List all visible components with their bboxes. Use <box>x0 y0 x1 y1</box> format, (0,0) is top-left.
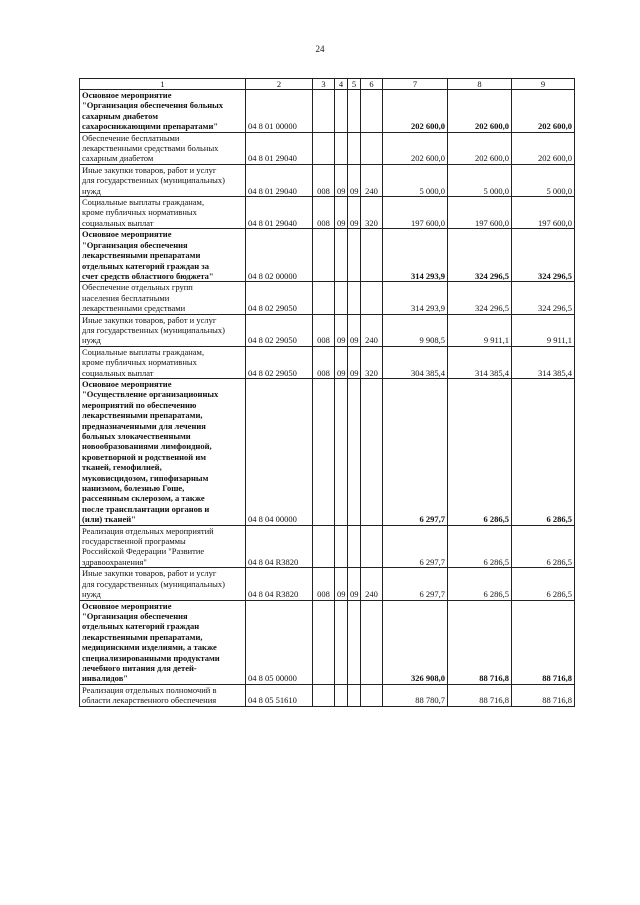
table-row <box>80 684 575 706</box>
item-name-line: кроме публичных нормативных <box>82 207 197 218</box>
subsection-cell: 09 <box>348 346 361 378</box>
item-name-line: лекарственными средствами больных <box>82 143 219 154</box>
subsection-cell <box>348 684 361 706</box>
item-name-line: Иные закупки товаров, работ и услуг <box>82 314 217 325</box>
item-name-cell <box>80 568 246 600</box>
amount-year-2-cell: 5 000,0 <box>448 164 512 196</box>
amount-year-2-cell: 9 911,1 <box>448 314 512 346</box>
section-cell <box>335 600 348 684</box>
amount-year-1-cell: 9 908,5 <box>383 314 448 346</box>
amount-year-3-cell: 5 000,0 <box>512 164 575 196</box>
item-name-line: (или) тканей" <box>82 514 136 525</box>
subsection-cell <box>348 600 361 684</box>
amount-year-1-cell: 202 600,0 <box>383 132 448 164</box>
amount-year-1-cell: 202 600,0 <box>383 90 448 133</box>
column-header: 6 <box>361 79 383 90</box>
item-name-line: Основное мероприятие <box>82 600 172 611</box>
item-name-line: государственной программы <box>82 536 186 547</box>
item-name-line: лекарственными препаратами, <box>82 631 203 642</box>
subsection-cell <box>348 378 361 525</box>
kbk-code-cell: 04 8 01 29040 <box>246 197 313 229</box>
item-name-cell <box>80 346 246 378</box>
kbk-code-cell: 04 8 01 00000 <box>246 90 313 133</box>
amount-year-3-cell: 202 600,0 <box>512 90 575 133</box>
amount-year-3-cell: 6 286,5 <box>512 525 575 568</box>
table-row <box>80 132 575 164</box>
table-row <box>80 229 575 282</box>
section-cell: 09 <box>335 164 348 196</box>
column-header: 3 <box>313 79 335 90</box>
table-row <box>80 378 575 525</box>
ministry-code-cell <box>313 525 335 568</box>
item-name-line: Социальные выплаты гражданам, <box>82 346 205 357</box>
item-name-cell <box>80 600 246 684</box>
expense-type-cell: 240 <box>361 164 383 196</box>
amount-year-3-cell: 197 600,0 <box>512 197 575 229</box>
column-header: 7 <box>383 79 448 90</box>
amount-year-2-cell: 6 286,5 <box>448 378 512 525</box>
item-name-line: для государственных (муниципальных) <box>82 324 225 335</box>
item-name-line: мероприятий по обеспечению <box>82 399 197 410</box>
table-row <box>80 164 575 196</box>
amount-year-3-cell: 324 296,5 <box>512 282 575 314</box>
amount-year-3-cell: 9 911,1 <box>512 314 575 346</box>
item-name-line: нанизмом, болезнью Гоше, <box>82 483 185 494</box>
item-name-line: Реализация отдельных мероприятий <box>82 525 214 536</box>
expense-type-cell <box>361 229 383 282</box>
item-name-line: Реализация отдельных полномочий в <box>82 684 217 695</box>
kbk-code-cell: 04 8 02 29050 <box>246 314 313 346</box>
column-header: 4 <box>335 79 348 90</box>
ministry-code-cell <box>313 378 335 525</box>
amount-year-1-cell: 326 908,0 <box>383 600 448 684</box>
item-name-cell <box>80 282 246 314</box>
item-name-line: "Осуществление организационных <box>82 389 219 400</box>
item-name-line: Основное мероприятие <box>82 229 172 240</box>
item-name-line: сахароснижающими препаратами" <box>82 121 219 132</box>
amount-year-2-cell: 324 296,5 <box>448 282 512 314</box>
item-name-line: кроветворной и родственной им <box>82 451 207 462</box>
amount-year-3-cell: 6 286,5 <box>512 378 575 525</box>
expense-type-cell: 320 <box>361 197 383 229</box>
column-header: 2 <box>246 79 313 90</box>
item-name-line: муковисцидозом, гипофизарным <box>82 472 209 483</box>
header-row <box>80 79 575 90</box>
ministry-code-cell: 008 <box>313 197 335 229</box>
section-cell: 09 <box>335 197 348 229</box>
amount-year-3-cell: 314 385,4 <box>512 346 575 378</box>
item-name-line: отдельных категорий граждан <box>82 621 200 632</box>
ministry-code-cell <box>313 600 335 684</box>
item-name-line: социальных выплат <box>82 367 154 378</box>
section-cell <box>335 525 348 568</box>
ministry-code-cell <box>313 684 335 706</box>
amount-year-1-cell: 6 297,7 <box>383 568 448 600</box>
amount-year-2-cell: 88 716,8 <box>448 684 512 706</box>
amount-year-2-cell: 202 600,0 <box>448 132 512 164</box>
table-row <box>80 525 575 568</box>
subsection-cell <box>348 525 361 568</box>
item-name-line: сахарным диабетом <box>82 110 158 121</box>
amount-year-3-cell: 202 600,0 <box>512 132 575 164</box>
item-name-line: Обеспечение бесплатными <box>82 132 180 143</box>
subsection-cell: 09 <box>348 197 361 229</box>
item-name-line: лекарственными средствами <box>82 303 186 314</box>
ministry-code-cell: 008 <box>313 164 335 196</box>
subsection-cell <box>348 229 361 282</box>
budget-table <box>79 78 575 707</box>
amount-year-3-cell: 88 716,8 <box>512 600 575 684</box>
item-name-line: населения бесплатными <box>82 292 170 303</box>
expense-type-cell: 240 <box>361 314 383 346</box>
amount-year-1-cell: 6 297,7 <box>383 525 448 568</box>
expense-type-cell <box>361 600 383 684</box>
item-name-line: специализированными продуктами <box>82 652 220 663</box>
subsection-cell <box>348 132 361 164</box>
amount-year-3-cell: 324 296,5 <box>512 229 575 282</box>
item-name-line: тканей, гемофилией, <box>82 462 162 473</box>
amount-year-3-cell: 6 286,5 <box>512 568 575 600</box>
amount-year-1-cell: 197 600,0 <box>383 197 448 229</box>
kbk-code-cell: 04 8 04 R3820 <box>246 525 313 568</box>
expense-type-cell <box>361 132 383 164</box>
table-row <box>80 282 575 314</box>
item-name-cell <box>80 378 246 525</box>
column-header: 8 <box>448 79 512 90</box>
item-name-line: Российской Федерации "Развитие <box>82 546 205 557</box>
item-name-line: социальных выплат <box>82 217 154 228</box>
kbk-code-cell: 04 8 02 29050 <box>246 282 313 314</box>
ministry-code-cell: 008 <box>313 568 335 600</box>
item-name-cell <box>80 90 246 133</box>
item-name-line: сахарным диабетом <box>82 153 154 164</box>
subsection-cell: 09 <box>348 314 361 346</box>
item-name-line: нужд <box>82 589 101 600</box>
item-name-line: "Организация обеспечения больных <box>82 100 224 111</box>
ministry-code-cell <box>313 90 335 133</box>
table-row <box>80 197 575 229</box>
item-name-cell <box>80 164 246 196</box>
item-name-line: после трансплантации органов и <box>82 503 210 514</box>
item-name-line: Основное мероприятие <box>82 90 172 100</box>
item-name-line: Иные закупки товаров, работ и услуг <box>82 568 217 579</box>
item-name-line: Обеспечение отдельных групп <box>82 282 193 293</box>
kbk-code-cell: 04 8 05 00000 <box>246 600 313 684</box>
column-header: 9 <box>512 79 575 90</box>
item-name-line: области лекарственного обеспечения <box>82 695 217 706</box>
subsection-cell: 09 <box>348 164 361 196</box>
kbk-code-cell: 04 8 02 29050 <box>246 346 313 378</box>
item-name-line: лечебного питания для детей- <box>82 662 197 673</box>
item-name-line: лекарственными препаратами, <box>82 410 203 421</box>
item-name-line: счет средств областного бюджета" <box>82 270 214 281</box>
table-body <box>80 90 575 707</box>
amount-year-1-cell: 304 385,4 <box>383 346 448 378</box>
item-name-cell <box>80 229 246 282</box>
item-name-line: "Организация обеспечения <box>82 610 188 621</box>
kbk-code-cell: 04 8 01 29040 <box>246 132 313 164</box>
subsection-cell: 09 <box>348 568 361 600</box>
item-name-line: больных злокачественными <box>82 431 191 441</box>
table-row <box>80 314 575 346</box>
kbk-code-cell: 04 8 02 00000 <box>246 229 313 282</box>
amount-year-1-cell: 88 780,7 <box>383 684 448 706</box>
table-row <box>80 346 575 378</box>
kbk-code-cell: 04 8 01 29040 <box>246 164 313 196</box>
amount-year-1-cell: 314 293,9 <box>383 229 448 282</box>
item-name-line: кроме публичных нормативных <box>82 357 197 368</box>
expense-type-cell <box>361 684 383 706</box>
item-name-line: "Организация обеспечения <box>82 239 188 250</box>
amount-year-2-cell: 88 716,8 <box>448 600 512 684</box>
item-name-line: Социальные выплаты гражданам, <box>82 197 205 208</box>
amount-year-2-cell: 202 600,0 <box>448 90 512 133</box>
item-name-line: Иные закупки товаров, работ и услуг <box>82 164 217 175</box>
item-name-line: рассеянным склерозом, а также <box>82 493 205 504</box>
amount-year-1-cell: 5 000,0 <box>383 164 448 196</box>
ministry-code-cell <box>313 229 335 282</box>
amount-year-2-cell: 324 296,5 <box>448 229 512 282</box>
item-name-line: для государственных (муниципальных) <box>82 175 225 186</box>
subsection-cell <box>348 282 361 314</box>
table-row <box>80 600 575 684</box>
item-name-line: новообразованиями лимфоидной, <box>82 441 212 452</box>
item-name-cell <box>80 132 246 164</box>
section-cell <box>335 378 348 525</box>
table-row <box>80 90 575 133</box>
section-cell <box>335 282 348 314</box>
item-name-line: для государственных (муниципальных) <box>82 578 225 589</box>
section-cell <box>335 229 348 282</box>
kbk-code-cell: 04 8 04 R3820 <box>246 568 313 600</box>
expense-type-cell: 240 <box>361 568 383 600</box>
ministry-code-cell: 008 <box>313 314 335 346</box>
section-cell: 09 <box>335 346 348 378</box>
expense-type-cell <box>361 90 383 133</box>
amount-year-2-cell: 6 286,5 <box>448 568 512 600</box>
amount-year-2-cell: 314 385,4 <box>448 346 512 378</box>
expense-type-cell: 320 <box>361 346 383 378</box>
item-name-cell <box>80 684 246 706</box>
item-name-cell <box>80 314 246 346</box>
column-header: 5 <box>348 79 361 90</box>
item-name-line: отдельных категорий граждан за <box>82 260 209 271</box>
expense-type-cell <box>361 282 383 314</box>
item-name-line: нужд <box>82 335 101 346</box>
item-name-line: лекарственными препаратами <box>82 250 201 261</box>
kbk-code-cell: 04 8 04 00000 <box>246 378 313 525</box>
expense-type-cell <box>361 378 383 525</box>
column-header: 1 <box>80 79 246 90</box>
item-name-cell <box>80 525 246 568</box>
section-cell: 09 <box>335 568 348 600</box>
expense-type-cell <box>361 525 383 568</box>
item-name-line: предназначенными для лечения <box>82 420 206 431</box>
item-name-line: нужд <box>82 185 101 196</box>
ministry-code-cell: 008 <box>313 346 335 378</box>
item-name-line: здравоохранения" <box>82 556 147 567</box>
item-name-line: Основное мероприятие <box>82 378 172 389</box>
amount-year-3-cell: 88 716,8 <box>512 684 575 706</box>
item-name-line: медицинскими изделиями, а также <box>82 642 217 653</box>
section-cell <box>335 684 348 706</box>
amount-year-1-cell: 314 293,9 <box>383 282 448 314</box>
amount-year-2-cell: 197 600,0 <box>448 197 512 229</box>
item-name-line: инвалидов" <box>82 673 129 684</box>
item-name-cell <box>80 197 246 229</box>
section-cell <box>335 90 348 133</box>
ministry-code-cell <box>313 132 335 164</box>
amount-year-2-cell: 6 286,5 <box>448 525 512 568</box>
section-cell: 09 <box>335 314 348 346</box>
subsection-cell <box>348 90 361 133</box>
page-number: 24 <box>315 44 325 54</box>
table-row <box>80 568 575 600</box>
ministry-code-cell <box>313 282 335 314</box>
amount-year-1-cell: 6 297,7 <box>383 378 448 525</box>
kbk-code-cell: 04 8 05 51610 <box>246 684 313 706</box>
section-cell <box>335 132 348 164</box>
